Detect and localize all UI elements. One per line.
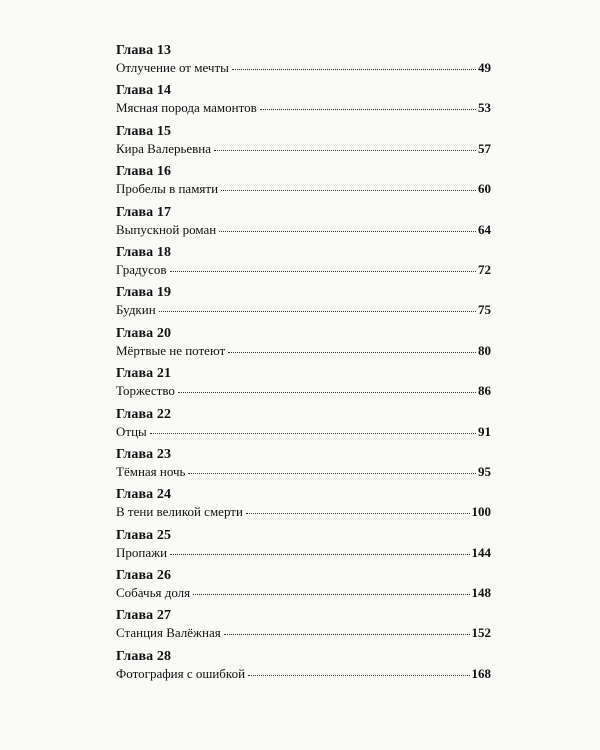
dot-leader xyxy=(224,633,470,635)
dot-leader xyxy=(159,310,476,312)
toc-entry xyxy=(116,43,491,83)
page-number: 72 xyxy=(478,261,491,277)
toc-entry xyxy=(116,447,491,487)
toc-entry xyxy=(116,568,491,608)
dot-leader xyxy=(214,149,476,151)
table-of-contents xyxy=(116,43,491,689)
chapter-line xyxy=(116,302,491,319)
page-number: 75 xyxy=(478,302,491,318)
page-number: 64 xyxy=(478,221,491,237)
chapter-title: Кира Валерьевна xyxy=(116,140,212,156)
page-number: 80 xyxy=(478,342,491,358)
page-number: 91 xyxy=(478,423,491,439)
dot-leader xyxy=(188,472,476,474)
chapter-heading: Глава 14 xyxy=(116,83,172,99)
chapter-line xyxy=(116,222,491,239)
chapter-title: Фотография с ошибкой xyxy=(116,665,246,681)
chapter-line xyxy=(116,545,491,562)
dot-leader xyxy=(193,593,469,595)
chapter-line xyxy=(116,141,491,158)
toc-entry xyxy=(116,164,491,204)
toc-entry xyxy=(116,285,491,325)
chapter-heading: Глава 20 xyxy=(116,325,172,341)
toc-entry xyxy=(116,124,491,164)
page-number: 49 xyxy=(478,60,491,75)
toc-entry xyxy=(116,528,491,568)
toc-entry xyxy=(116,407,491,447)
chapter-line xyxy=(116,424,491,441)
chapter-line xyxy=(116,100,491,117)
dot-leader xyxy=(150,432,476,434)
chapter-title: Тёмная ночь xyxy=(116,463,186,479)
page-number: 57 xyxy=(478,140,491,156)
dot-leader xyxy=(221,189,476,191)
chapter-line xyxy=(116,464,491,481)
dot-leader xyxy=(219,230,476,232)
toc-entry xyxy=(116,83,491,123)
dot-leader xyxy=(246,512,470,514)
dot-leader xyxy=(248,674,469,676)
chapter-line xyxy=(116,504,491,521)
page-number: 60 xyxy=(478,181,491,197)
dot-leader xyxy=(260,108,476,110)
chapter-heading: Глава 28 xyxy=(116,648,172,664)
page-number: 148 xyxy=(471,585,491,601)
chapter-heading: Глава 23 xyxy=(116,446,172,462)
toc-entry xyxy=(116,487,491,527)
page-number: 100 xyxy=(471,504,491,520)
chapter-title: Торжество xyxy=(116,383,175,399)
toc-entry xyxy=(116,649,491,689)
chapter-line xyxy=(116,666,491,683)
chapter-title: Мёртвые не потеют xyxy=(116,342,226,358)
toc-entry xyxy=(116,326,491,366)
chapter-heading: Глава 24 xyxy=(116,487,172,503)
chapter-heading: Глава 16 xyxy=(116,164,172,180)
chapter-line xyxy=(116,585,491,602)
chapter-title: Выпускной роман xyxy=(116,221,217,237)
chapter-line xyxy=(116,383,491,400)
chapter-heading: Глава 15 xyxy=(116,123,172,139)
chapter-line xyxy=(116,343,491,360)
chapter-line xyxy=(116,625,491,642)
chapter-line xyxy=(116,181,491,198)
toc-entry xyxy=(116,608,491,648)
chapter-line xyxy=(116,60,491,77)
page-number: 152 xyxy=(471,625,491,641)
chapter-title: Станция Валёжная xyxy=(116,625,221,641)
chapter-heading: Глава 17 xyxy=(116,204,172,220)
chapter-title: В тени великой смерти xyxy=(116,504,243,520)
chapter-heading: Глава 21 xyxy=(116,366,172,382)
chapter-title: Мясная порода мамонтов xyxy=(116,100,257,116)
dot-leader xyxy=(170,553,469,555)
chapter-heading: Глава 22 xyxy=(116,406,172,422)
chapter-heading: Глава 19 xyxy=(116,285,172,301)
chapter-heading: Глава 26 xyxy=(116,568,172,584)
toc-entry xyxy=(116,366,491,406)
page-number: 144 xyxy=(471,544,491,560)
chapter-title: Отлучение от мечты xyxy=(116,60,229,75)
toc-entry xyxy=(116,205,491,245)
dot-leader xyxy=(178,391,476,393)
chapter-title: Градусов xyxy=(116,261,167,277)
page-number: 95 xyxy=(478,463,491,479)
page-number: 53 xyxy=(478,100,491,116)
chapter-title: Отцы xyxy=(116,423,147,439)
page-number: 168 xyxy=(471,665,491,681)
chapter-title: Собачья доля xyxy=(116,585,191,601)
toc-entry xyxy=(116,245,491,285)
chapter-title: Пропажи xyxy=(116,544,168,560)
chapter-heading: Глава 18 xyxy=(116,244,172,260)
chapter-title: Пробелы в памяти xyxy=(116,181,219,197)
chapter-title: Будкин xyxy=(116,302,156,318)
chapter-line xyxy=(116,262,491,279)
chapter-heading: Глава 13 xyxy=(116,43,172,58)
dot-leader xyxy=(228,351,476,353)
chapter-heading: Глава 27 xyxy=(116,608,172,624)
dot-leader xyxy=(170,270,477,272)
chapter-heading: Глава 25 xyxy=(116,527,172,543)
page-number: 86 xyxy=(478,383,491,399)
dot-leader xyxy=(232,68,476,70)
